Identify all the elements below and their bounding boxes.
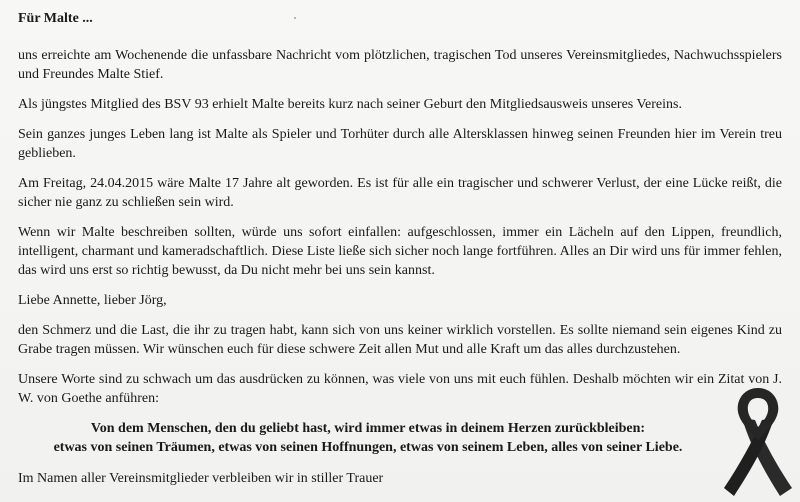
quote-line-2: etwas von seinen Träumen, etwas von seinen Hoffnungen, etwas von seinem Leben, alles von seiner Liebe. [53, 440, 683, 455]
paragraph-goethe-intro: Unsere Worte sind zu schwach um das ausdrücken zu können, was viele von uns mit euch fühlen. Deshalb möchten wir ein Zitat von J. W. von Goethe anführen: [18, 372, 782, 406]
scan-speck [294, 17, 296, 19]
mourning-ribbon-icon [722, 384, 794, 498]
document-title: Für Malte ... [18, 11, 93, 26]
goethe-quote [18, 419, 718, 457]
paragraph-description: Wenn wir Malte beschreiben sollten, würde uns sofort einfallen: aufgeschlossen, immer ein Lächeln auf den Lippen, freundlich, intelligent, charmant und kameradschaftlich. Diese Liste ließe sich sicher noch lange fortführen. Alles an Dir wird uns für immer fehlen, das wird uns erst so richtig bewusst, da Du nicht mehr bei uns sein kannst. [18, 225, 782, 278]
paragraph-membership: Als jüngstes Mitglied des BSV 93 erhielt Malte bereits kurz nach seiner Geburt den Mitgliedsausweis unseres Vereins. [18, 97, 682, 112]
closing-line: Im Namen aller Vereinsmitglieder verbleiben wir in stiller Trauer [18, 471, 384, 486]
paragraph-birthday: Am Freitag, 24.04.2015 wäre Malte 17 Jahre alt geworden. Es ist für alle ein tragischer und schwerer Verlust, der eine Lücke reißt, die sicher nie ganz zu schließen sein wird. [18, 176, 782, 210]
paragraph-salutation: Liebe Annette, lieber Jörg, [18, 293, 167, 308]
quote-line-1: Von dem Menschen, den du geliebt hast, wird immer etwas in deinem Herzen zurückbleiben: [90, 421, 646, 436]
paragraph-news: uns erreichte am Wochenende die unfassbare Nachricht vom plötzlichen, tragischen Tod unseres Vereinsmitgliedes, Nachwuchsspielers und Freundes Malte Stief. [18, 48, 782, 82]
paragraph-condolence: den Schmerz und die Last, die ihr zu tragen habt, kann sich von uns keiner wirklich vorstellen. Es sollte niemand sein eigenes Kind zu Grabe tragen müssen. Wir wünschen euch für diese schwere Zeit allen Mut und alle Kraft um das alles durchzustehen. [18, 323, 782, 357]
paragraph-player: Sein ganzes junges Leben lang ist Malte als Spieler und Torhüter durch alle Altersklassen hinweg seinen Freunden hier im Verein treu geblieben. [18, 127, 782, 161]
